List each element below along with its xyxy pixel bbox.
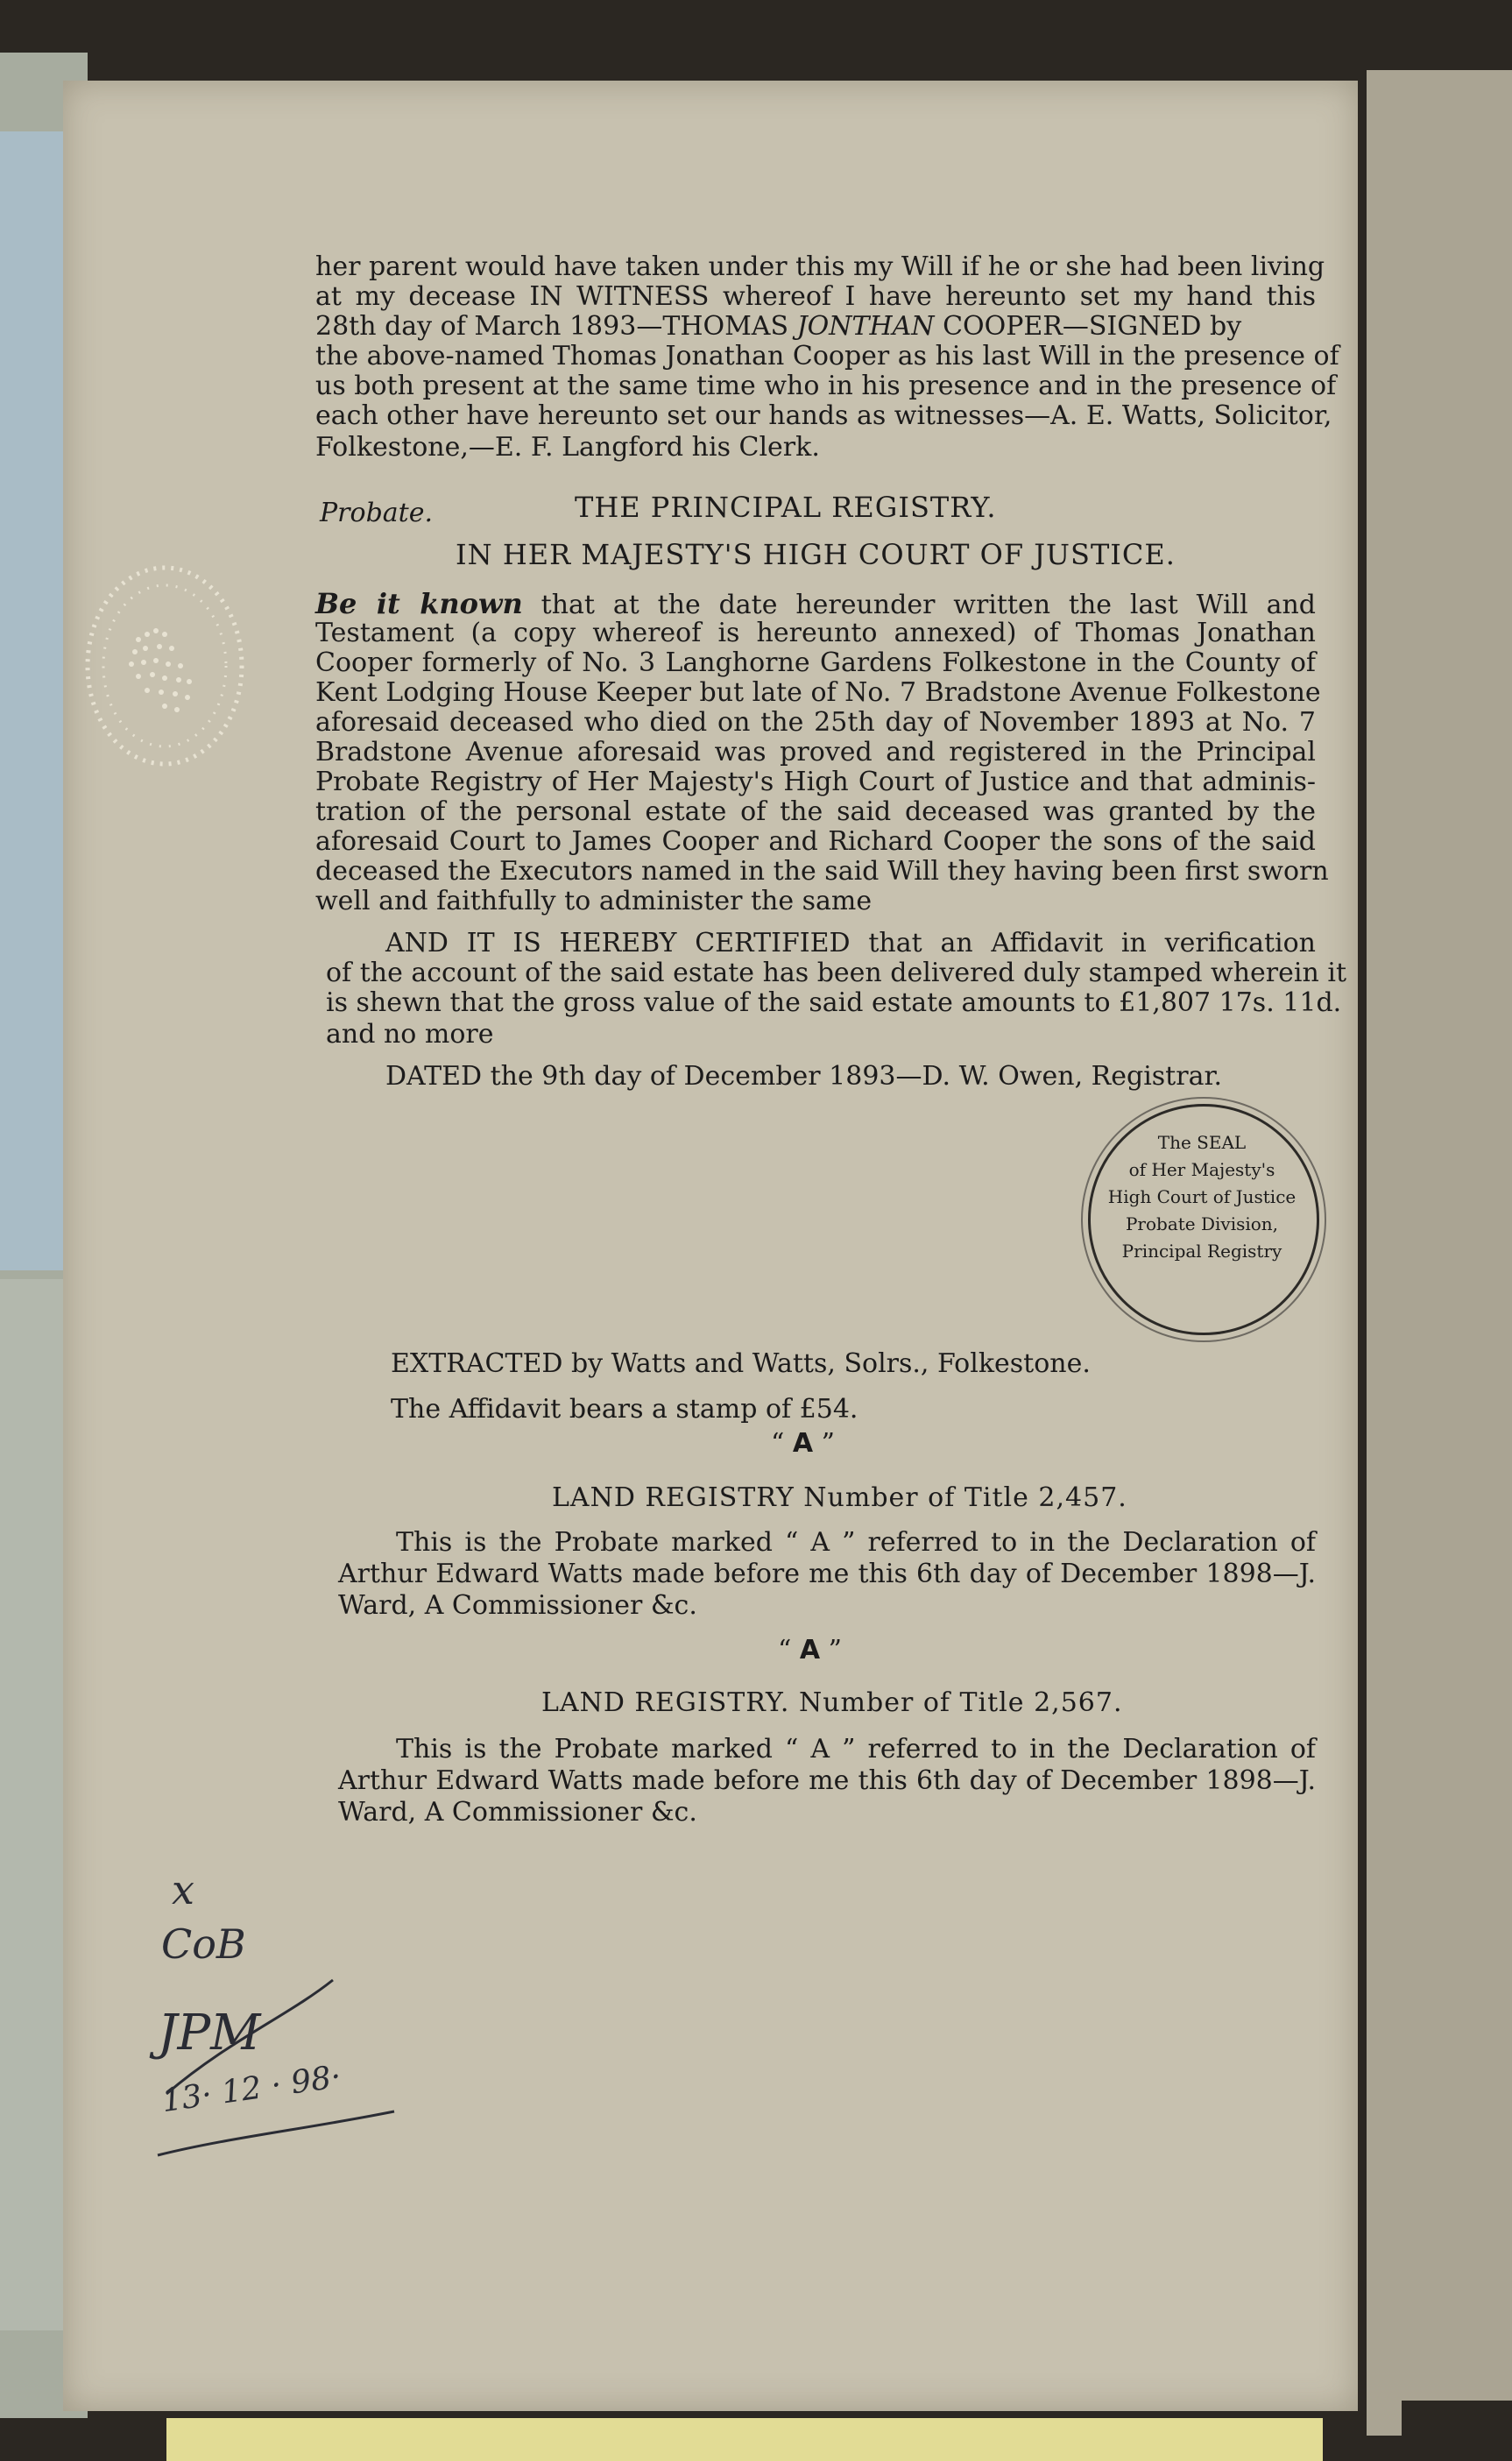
- probate-line-8: tration of the personal estate of the said deceased was granted by the: [315, 796, 1316, 827]
- probate-line-2: Testament (a copy whereof is hereunto annexed) of Thomas Jonathan: [315, 618, 1316, 648]
- marker-a-1: “ A ”: [771, 1428, 835, 1459]
- probate-label: Probate.: [320, 498, 434, 528]
- will-line-1: her parent would have taken under this my Will if he or she had been living: [315, 251, 1325, 282]
- certified-line-3: is shewn that the gross value of the said estate amounts to £1,807 17s. 11d.: [326, 987, 1342, 1018]
- will-line-7: Folkestone,—E. F. Langford his Clerk.: [315, 432, 820, 463]
- probate-line-1-text: that at the date hereunder written the last Will and: [522, 590, 1316, 620]
- will-line-4: the above-named Thomas Jonathan Cooper as his last Will in the presence of: [315, 341, 1339, 371]
- certified-line-4: and no more: [326, 1019, 494, 1050]
- land-registry-2: LAND REGISTRY. Number of Title 2,567.: [541, 1687, 1123, 1718]
- will-line-3: [315, 312, 1316, 342]
- probate-line-9: aforesaid Court to James Cooper and Richard Cooper the sons of the said: [315, 826, 1316, 857]
- will-line-2: at my decease IN WITNESS whereof I have hereunto set my hand this: [315, 281, 1316, 312]
- handwritten-initials-jpm: JPM: [158, 2005, 261, 2061]
- will-name-italic: JONTHAN: [796, 311, 935, 342]
- declaration-2-line-2: Arthur Edward Watts made before me this 6th day of December 1898—J.: [338, 1765, 1316, 1796]
- seal-line-1: The SEAL: [1157, 1132, 1247, 1153]
- seal-line-4: Probate Division,: [1125, 1213, 1279, 1234]
- declaration-1-line-1: This is the Probate marked “ A ” referred to in the Declaration of: [396, 1527, 1316, 1558]
- probate-line-10: deceased the Executors named in the said Will they having been first sworn: [315, 856, 1329, 887]
- court-heading: IN HER MAJESTY'S HIGH COURT OF JUSTICE.: [456, 538, 1176, 571]
- probate-line-3: Cooper formerly of No. 3 Langhorne Gardens Folkestone in the County of: [315, 647, 1316, 678]
- will-line-3-a: 28th day of March 1893—THOMAS: [315, 311, 797, 342]
- handwritten-x: x: [172, 1866, 194, 1913]
- pencil-strokes: [149, 1962, 412, 2164]
- certified-line-1: AND IT IS HEREBY CERTIFIED that an Affidavit in verification: [385, 928, 1316, 958]
- seal-line-3: High Court of Justice: [1107, 1186, 1297, 1207]
- perforated-seal-icon: [77, 561, 252, 771]
- marker-a-2: “ A ”: [778, 1635, 842, 1665]
- probate-line-5: aforesaid deceased who died on the 25th day of November 1893 at No. 7: [315, 707, 1316, 738]
- declaration-1-line-2: Arthur Edward Watts made before me this 6th day of December 1898—J.: [338, 1559, 1316, 1589]
- probate-line-7: Probate Registry of Her Majesty's High Court of Justice and that adminis-: [315, 767, 1316, 797]
- declaration-2-line-1: This is the Probate marked “ A ” referred to in the Declaration of: [396, 1734, 1316, 1764]
- dated-line: DATED the 9th day of December 1893—D. W. Owen, Registrar.: [385, 1061, 1223, 1092]
- will-line-5: us both present at the same time who in his presence and in the presence of: [315, 371, 1337, 401]
- declaration-2-line-3: Ward, A Commissioner &c.: [338, 1797, 697, 1828]
- will-line-3-b: COOPER—SIGNED by: [934, 311, 1242, 342]
- will-line-6: each other have hereunto set our hands as witnesses—A. E. Watts, Solicitor,: [315, 400, 1332, 431]
- handwritten-date: 13· 12 · 98·: [159, 2058, 343, 2120]
- certified-line-2: of the account of the said estate has been delivered duly stamped wherein it: [326, 958, 1347, 988]
- handwritten-initials-cob: CoB: [161, 1920, 246, 1968]
- probate-line-6: Bradstone Avenue aforesaid was proved and registered in the Principal: [315, 737, 1316, 767]
- marker-a-1-letter: A: [792, 1428, 814, 1459]
- probate-line-11: well and faithfully to administer the same: [315, 886, 873, 916]
- affidavit-line: The Affidavit bears a stamp of £54.: [391, 1394, 858, 1425]
- extracted-line: EXTRACTED by Watts and Watts, Solrs., Folkestone.: [391, 1348, 1091, 1379]
- registry-heading: THE PRINCIPAL REGISTRY.: [575, 491, 997, 524]
- declaration-1-line-3: Ward, A Commissioner &c.: [338, 1590, 697, 1621]
- seal-line-2: of Her Majesty's: [1128, 1159, 1275, 1180]
- land-registry-1: LAND REGISTRY Number of Title 2,457.: [552, 1482, 1127, 1513]
- probate-line-4: Kent Lodging House Keeper but late of No. 7 Bradstone Avenue Folkestone: [315, 677, 1321, 708]
- probate-line-1: [315, 589, 1316, 620]
- seal-line-5: Principal Registry: [1121, 1241, 1282, 1262]
- be-it-known: Be it known: [315, 587, 523, 620]
- marker-a-2-letter: A: [799, 1635, 821, 1665]
